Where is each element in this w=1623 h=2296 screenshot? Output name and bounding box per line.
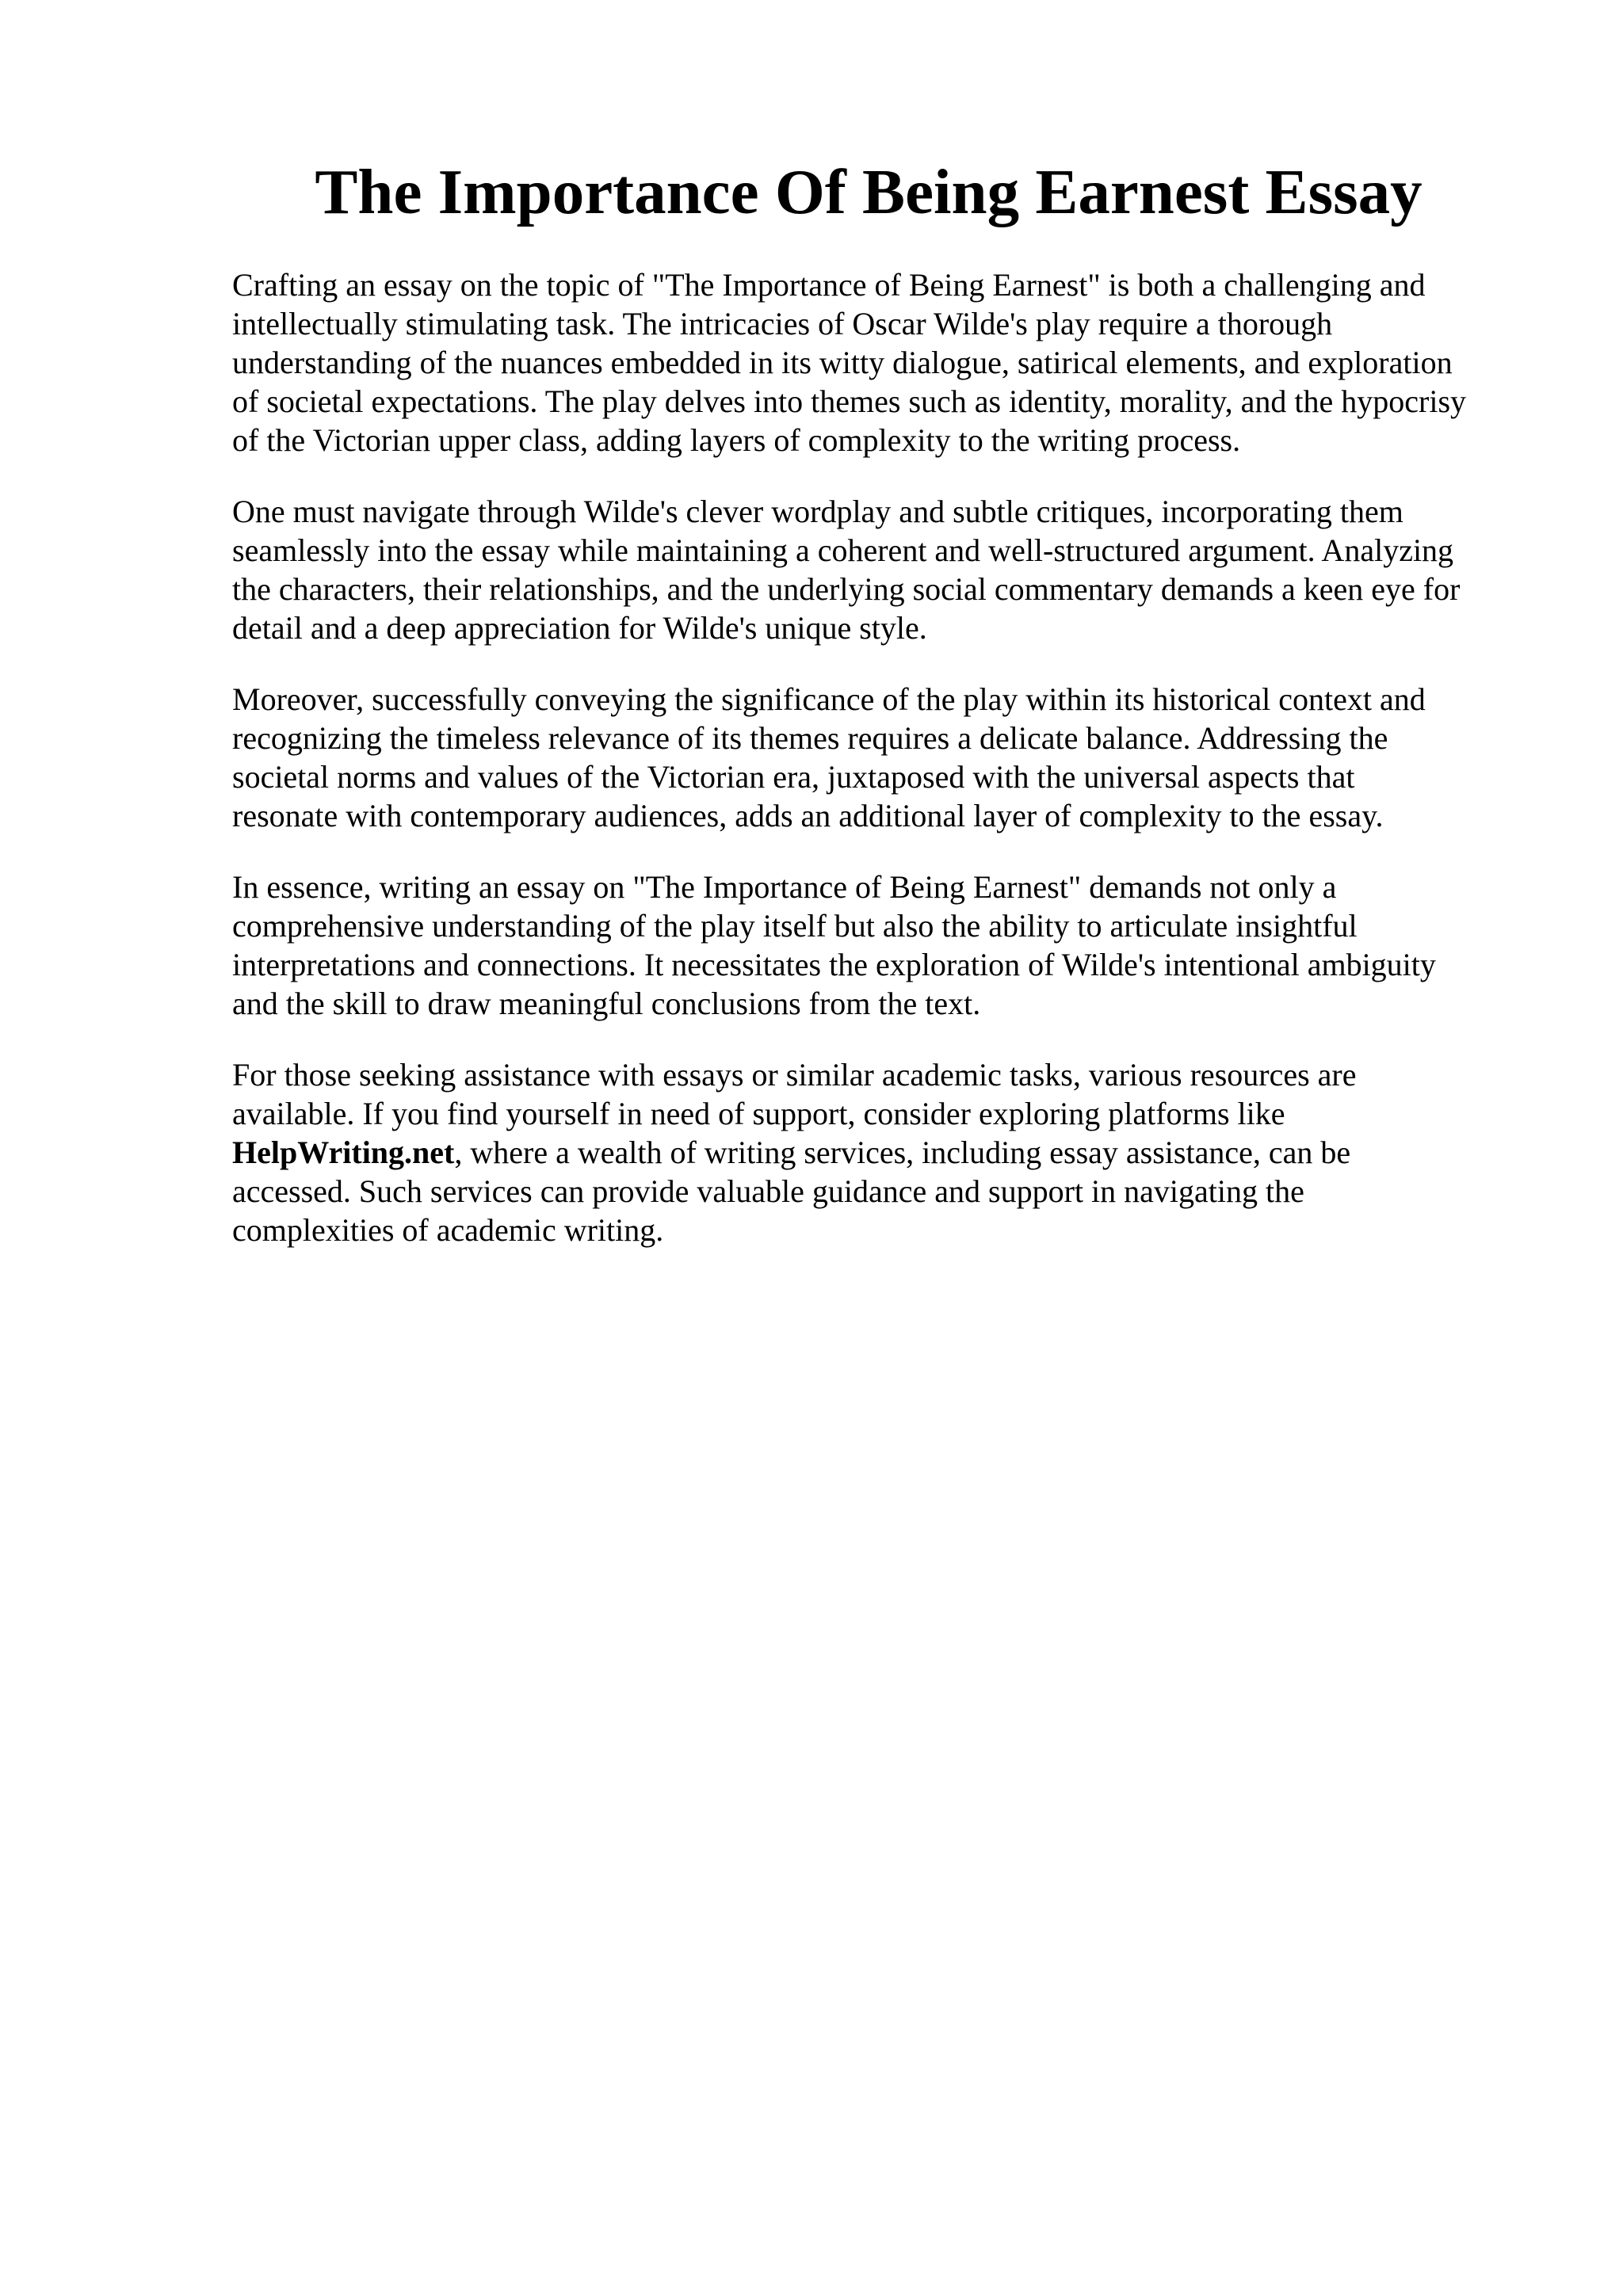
text-line: detail and a deep appreciation for Wilde's unique style. — [232, 610, 927, 646]
text-line: Crafting an essay on the topic of "The Importance of Being Earnest" is both a challenging and — [232, 267, 1426, 303]
text-line: For those seeking assistance with essays or similar academic tasks, various resources are — [232, 1057, 1357, 1093]
text-line: societal norms and values of the Victorian era, juxtaposed with the universal aspects that — [232, 759, 1355, 795]
text-line: accessed. Such services can provide valuable guidance and support in navigating the — [232, 1173, 1304, 1209]
text-line: In essence, writing an essay on "The Importance of Being Earnest" demands not only a — [232, 869, 1337, 905]
helpwriting-link[interactable]: HelpWriting.net — [232, 1135, 455, 1170]
text-line: recognizing the timeless relevance of its themes requires a delicate balance. Addressing the — [232, 720, 1388, 756]
text-line: intellectually stimulating task. The intricacies of Oscar Wilde's play require a thorough — [232, 306, 1333, 341]
paragraph-1 — [232, 265, 1532, 460]
text-line: One must navigate through Wilde's clever wordplay and subtle critiques, incorporating them — [232, 494, 1403, 529]
text-line: comprehensive understanding of the play itself but also the ability to articulate insightful — [232, 908, 1358, 944]
text-line: resonate with contemporary audiences, adds an additional layer of complexity to the essay. — [232, 798, 1384, 833]
paragraph-3 — [232, 680, 1532, 835]
text-line: the characters, their relationships, and the underlying social commentary demands a keen eye for — [232, 571, 1461, 607]
paragraph-4 — [232, 868, 1532, 1023]
text-line: Moreover, successfully conveying the significance of the play within its historical context and — [232, 681, 1426, 717]
paragraph-5 — [232, 1055, 1532, 1249]
paragraph-2 — [232, 492, 1532, 647]
text-line: of societal expectations. The play delves into themes such as identity, morality, and the hypocrisy — [232, 383, 1467, 419]
text-line: and the skill to draw meaningful conclusions from the text. — [232, 986, 981, 1021]
text-line-with-link — [232, 1133, 1532, 1172]
text-line: interpretations and connections. It necessitates the exploration of Wilde's intentional ambiguity — [232, 947, 1436, 982]
text-line: seamlessly into the essay while maintaining a coherent and well-structured argument. Analyzing — [232, 532, 1454, 568]
text-line: complexities of academic writing. — [232, 1212, 664, 1248]
document-body — [232, 265, 1532, 1282]
text-line: available. If you find yourself in need of support, consider exploring platforms like — [232, 1096, 1285, 1131]
text-line: understanding of the nuances embedded in its witty dialogue, satirical elements, and exploration — [232, 345, 1453, 380]
document-title: The Importance Of Being Earnest Essay — [315, 156, 1423, 227]
text-after-link: , where a wealth of writing services, including essay assistance, can be — [454, 1135, 1351, 1170]
text-line: of the Victorian upper class, adding layers of complexity to the writing process. — [232, 422, 1241, 458]
